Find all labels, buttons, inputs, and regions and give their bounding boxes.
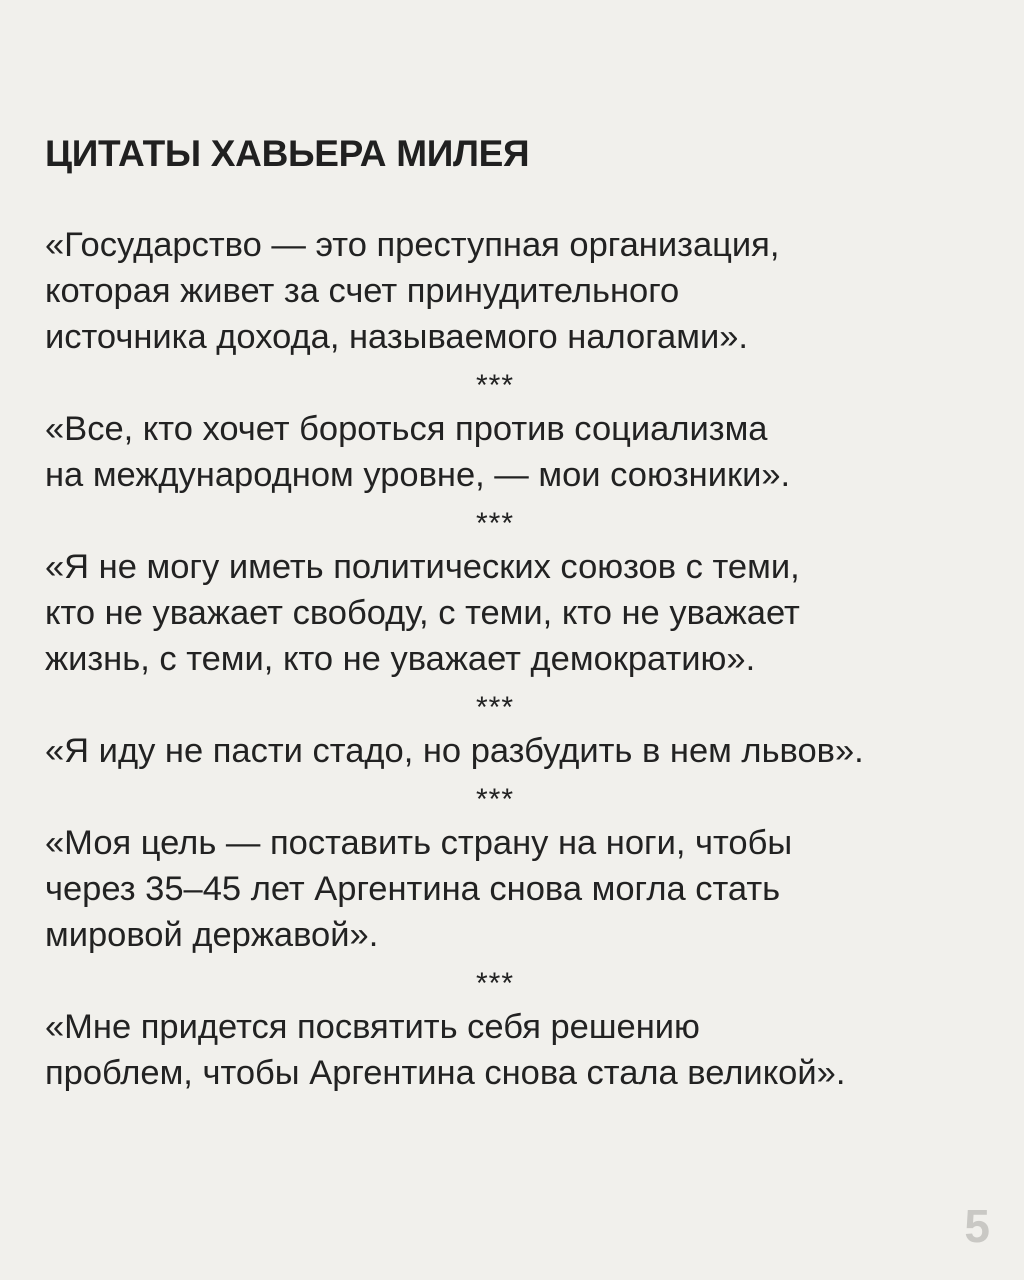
separator-4: ***	[475, 783, 515, 816]
separator-1: ***	[475, 369, 515, 402]
quote-4	[45, 728, 1005, 774]
quote-line: проблем, чтобы Аргентина снова стала великой».	[45, 1054, 846, 1092]
page-title: ЦИТАТЫ ХАВЬЕРА МИЛЕЯ	[45, 133, 530, 174]
quote-5	[45, 820, 1005, 958]
quote-line: через 35–45 лет Аргентина снова могла стать	[45, 870, 781, 908]
quote-2	[45, 406, 1005, 498]
quote-line: на международном уровне, — мои союзники».	[45, 456, 791, 494]
quote-6	[45, 1004, 1005, 1096]
quote-line: жизнь, с теми, кто не уважает демократию».	[45, 640, 756, 678]
page-number: 5	[964, 1200, 990, 1252]
quote-line: которая живет за счет принудительного	[45, 272, 680, 310]
separator-5: ***	[475, 967, 515, 1000]
quote-line: «Моя цель — поставить страну на ноги, чтобы	[45, 824, 793, 862]
separator-3: ***	[475, 691, 515, 724]
quote-line: мировой державой».	[45, 916, 379, 954]
quote-3	[45, 544, 1005, 682]
quote-1	[45, 222, 1005, 360]
quote-line: «Государство — это преступная организация,	[45, 226, 780, 264]
quote-line: «Я не могу иметь политических союзов с теми,	[45, 548, 800, 586]
quote-line: источника дохода, называемого налогами».	[45, 318, 749, 356]
separator-2: ***	[475, 507, 515, 540]
quote-line: «Мне придется посвятить себя решению	[45, 1008, 700, 1046]
quote-line: кто не уважает свободу, с теми, кто не уважает	[45, 594, 800, 632]
quotes-list	[45, 222, 1005, 1096]
quote-line: «Я иду не пасти стадо, но разбудить в нем львов».	[45, 732, 864, 770]
quote-line: «Все, кто хочет бороться против социализма	[45, 410, 768, 448]
